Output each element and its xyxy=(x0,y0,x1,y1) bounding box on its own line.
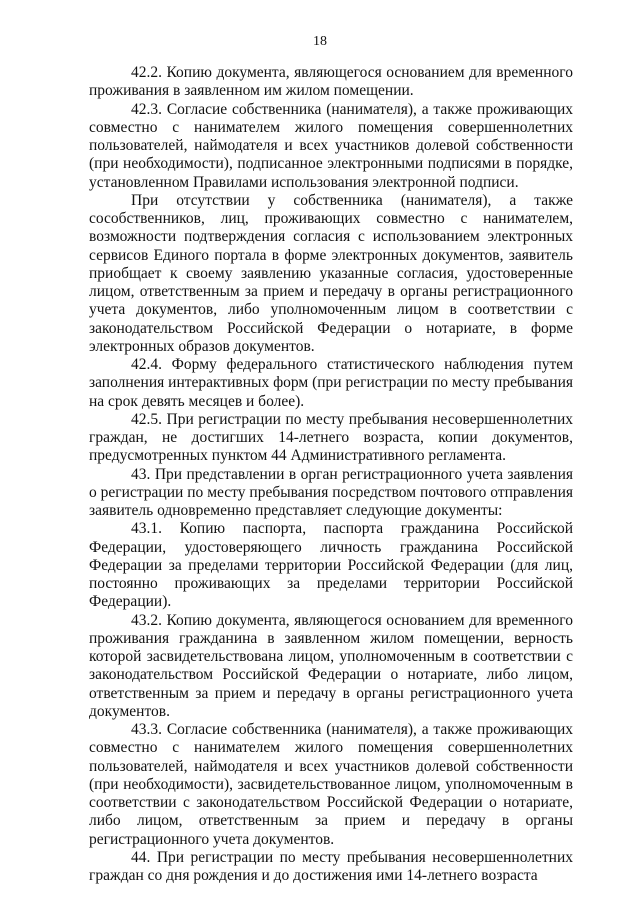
page-number: 18 xyxy=(313,34,327,49)
paragraph-43: 43. При представлении в орган регистрационного учета заявления о регистрации по месту пребывания посредством почтового отправления заявитель одновременно представляет следующие документы: xyxy=(89,465,573,519)
paragraph-44: 44. При регистрации по месту пребывания несовершеннолетних граждан со дня рождения и до достижения ими 14-летнего возраста xyxy=(89,848,573,884)
paragraph-43-3: 43.3. Согласие собственника (нанимателя), а также проживающих совместно с нанимателем жилого помещения совершеннолетних пользователей, наймодателя и всех участников долевой собственности (при необходимости), засвидетельствованное лицом, уполномоченным в соответствии с законодательством Российской Федерации о нотариате, либо лицом, ответственным за прием и передачу в органы регистрационного учета документов. xyxy=(89,721,573,848)
paragraph-42-3: 42.3. Согласие собственника (нанимателя), а также проживающих совместно с нанимателем жилого помещения совершеннолетних пользователей, наймодателя и всех участников долевой собственности (при необходимости), подписанное электронными подписями в порядке, установленном Правилами использования электронной подписи. xyxy=(89,100,573,191)
paragraph-absence-consent: При отсутствии у собственника (нанимателя), а также сособственников, лиц, проживающих совместно с нанимателем, возможности подтверждения согласия с использованием электронных сервисов Единого портала в форме электронных документов, заявитель приобщает к своему заявлению указанные согласия, удостоверенные лицом, ответственным за прием и передачу в органы регистрационного учета документов, либо уполномоченным лицом в соответствии с законодательством Российской Федерации о нотариате, в форме электронных образов документов. xyxy=(89,191,573,355)
document-body xyxy=(89,64,573,885)
paragraph-42-5: 42.5. При регистрации по месту пребывания несовершеннолетних граждан, не достигших 14-летнего возраста, копии документов, предусмотренных пунктом 44 Административного регламента. xyxy=(89,410,573,465)
paragraph-42-4: 42.4. Форму федерального статистического наблюдения путем заполнения интерактивных форм (при регистрации по месту пребывания на срок девять месяцев и более). xyxy=(89,356,573,410)
paragraph-43-1: 43.1. Копию паспорта, паспорта гражданина Российской Федерации, удостоверяющего личность гражданина Российской Федерации за пределами территории Российской Федерации (для лиц, постоянно проживающих за пределами территории Российской Федерации). xyxy=(89,520,573,611)
paragraph-43-2: 43.2. Копию документа, являющегося основанием для временного проживания гражданина в заявленном жилом помещении, верность которой засвидетельствована лицом, уполномоченным в соответствии с законодательством Российской Федерации о нотариате, либо лицом, ответственным за прием и передачу в органы регистрационного учета документов. xyxy=(89,611,573,720)
paragraph-42-2: 42.2. Копию документа, являющегося основанием для временного проживания в заявленном им жилом помещении. xyxy=(89,64,573,100)
